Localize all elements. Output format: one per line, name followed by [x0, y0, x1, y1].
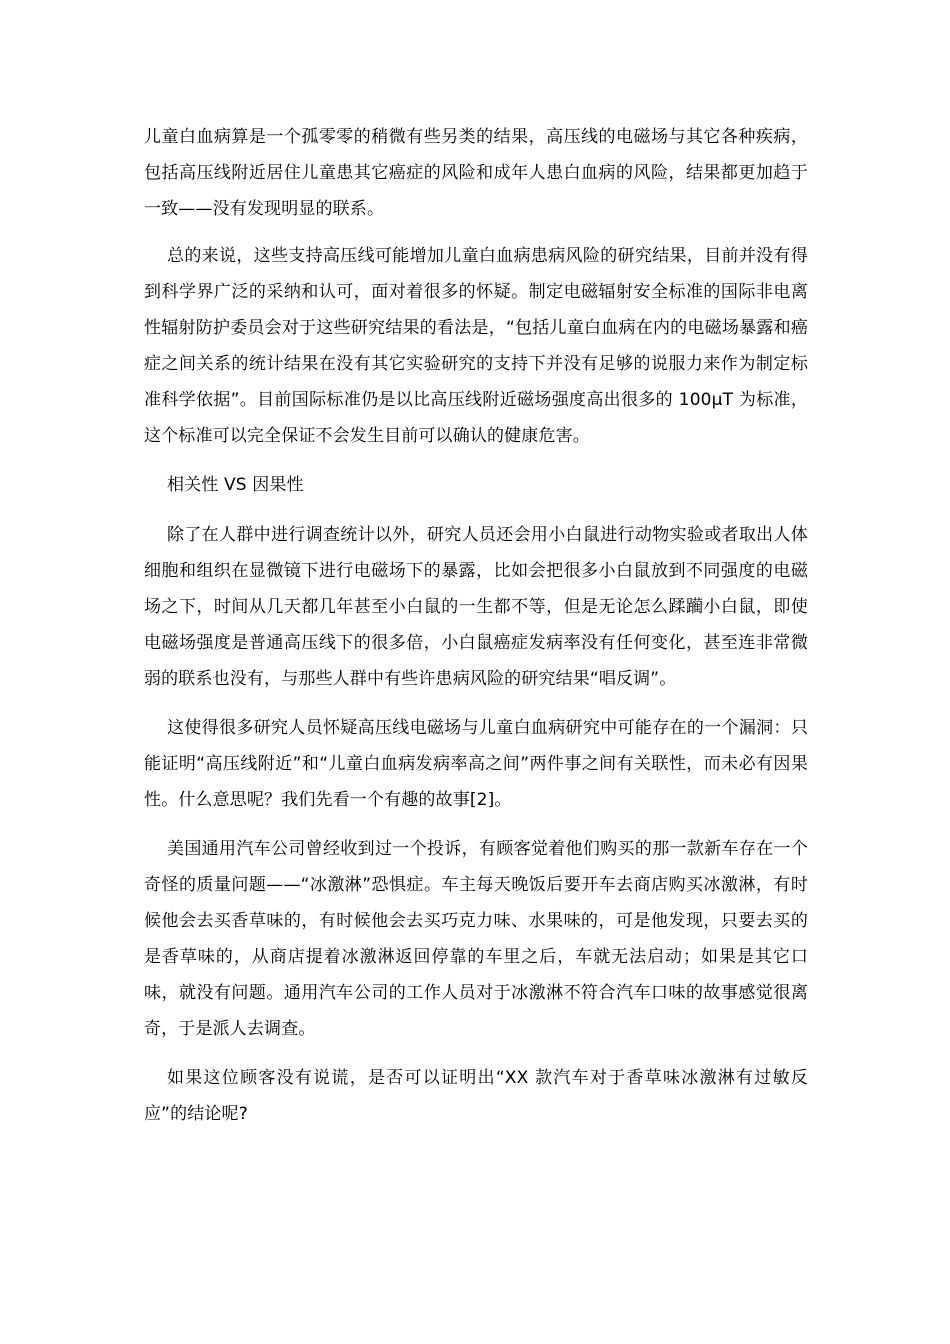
paragraph-ice-cream-story: 美国通用汽车公司曾经收到过一个投诉，有顾客觉着他们购买的那一款新车存在一个奇怪的质量问题——“冰激淋”恐惧症。车主每天晚饭后要开车去商店购买冰激淋，有时候他会去买香草味的，有时候他会去买巧克力味、水果味的，可是他发现，只要去买的是香草味的，从商店提着冰激淋返回停靠的车里之后，车就无法启动；如果是其它口味，就没有问题。通用汽车公司的工作人员对于冰激淋不符合汽车口味的故事感觉很离奇，于是派人去调查。 — [144, 839, 808, 1039]
paragraph-summary-standards: 总的来说，这些支持高压线可能增加儿童白血病患病风险的研究结果，目前并没有得到科学界广泛的采纳和认可，面对着很多的怀疑。制定电磁辐射安全标准的国际非电离性辐射防护委员会对于这些研究结果的看法是，“包括儿童白血病在内的电磁场暴露和癌症之间关系的统计结果在没有其它实验研究的支持下并没有足够的说服力来作为制定标准科学依据”。目前国际标准仍是以比高压线附近磁场强度高出很多的 100μT 为标准，这个标准可以完全保证不会发生目前可以确认的健康危害。 — [144, 246, 808, 446]
section-heading-correlation-causation: 相关性 VS 因果性 — [167, 475, 304, 495]
article-body — [144, 119, 808, 1132]
paragraph-leukemia-outlier: 儿童白血病算是一个孤零零的稍微有些另类的结果，高压线的电磁场与其它各种疾病，包括高压线附近居住儿童患其它癌症的风险和成年人患白血病的风险，结果都更加趋于一致——没有发现明显的联系。 — [144, 127, 808, 219]
paragraph-conclusion-question: 如果这位顾客没有说谎，是否可以证明出“XX 款汽车对于香草味冰激淋有过敏反应”的结论呢? — [144, 1068, 808, 1124]
paragraph-correlation-loophole: 这使得很多研究人员怀疑高压线电磁场与儿童白血病研究中可能存在的一个漏洞：只能证明“高压线附近”和“儿童白血病发病率高之间”两件事之间有关联性，而未必有因果性。什么意思呢？我们先看一个有趣的故事[2]。 — [144, 718, 808, 810]
paragraph-animal-experiments: 除了在人群中进行调查统计以外，研究人员还会用小白鼠进行动物实验或者取出人体细胞和组织在显微镜下进行电磁场下的暴露，比如会把很多小白鼠放到不同强度的电磁场之下，时间从几天都几年甚至小白鼠的一生都不等，但是无论怎么蹂躏小白鼠，即使电磁场强度是普通高压线下的很多倍，小白鼠癌症发病率没有任何变化，甚至连非常微弱的联系也没有，与那些人群中有些许患病风险的研究结果“唱反调”。 — [144, 525, 808, 689]
